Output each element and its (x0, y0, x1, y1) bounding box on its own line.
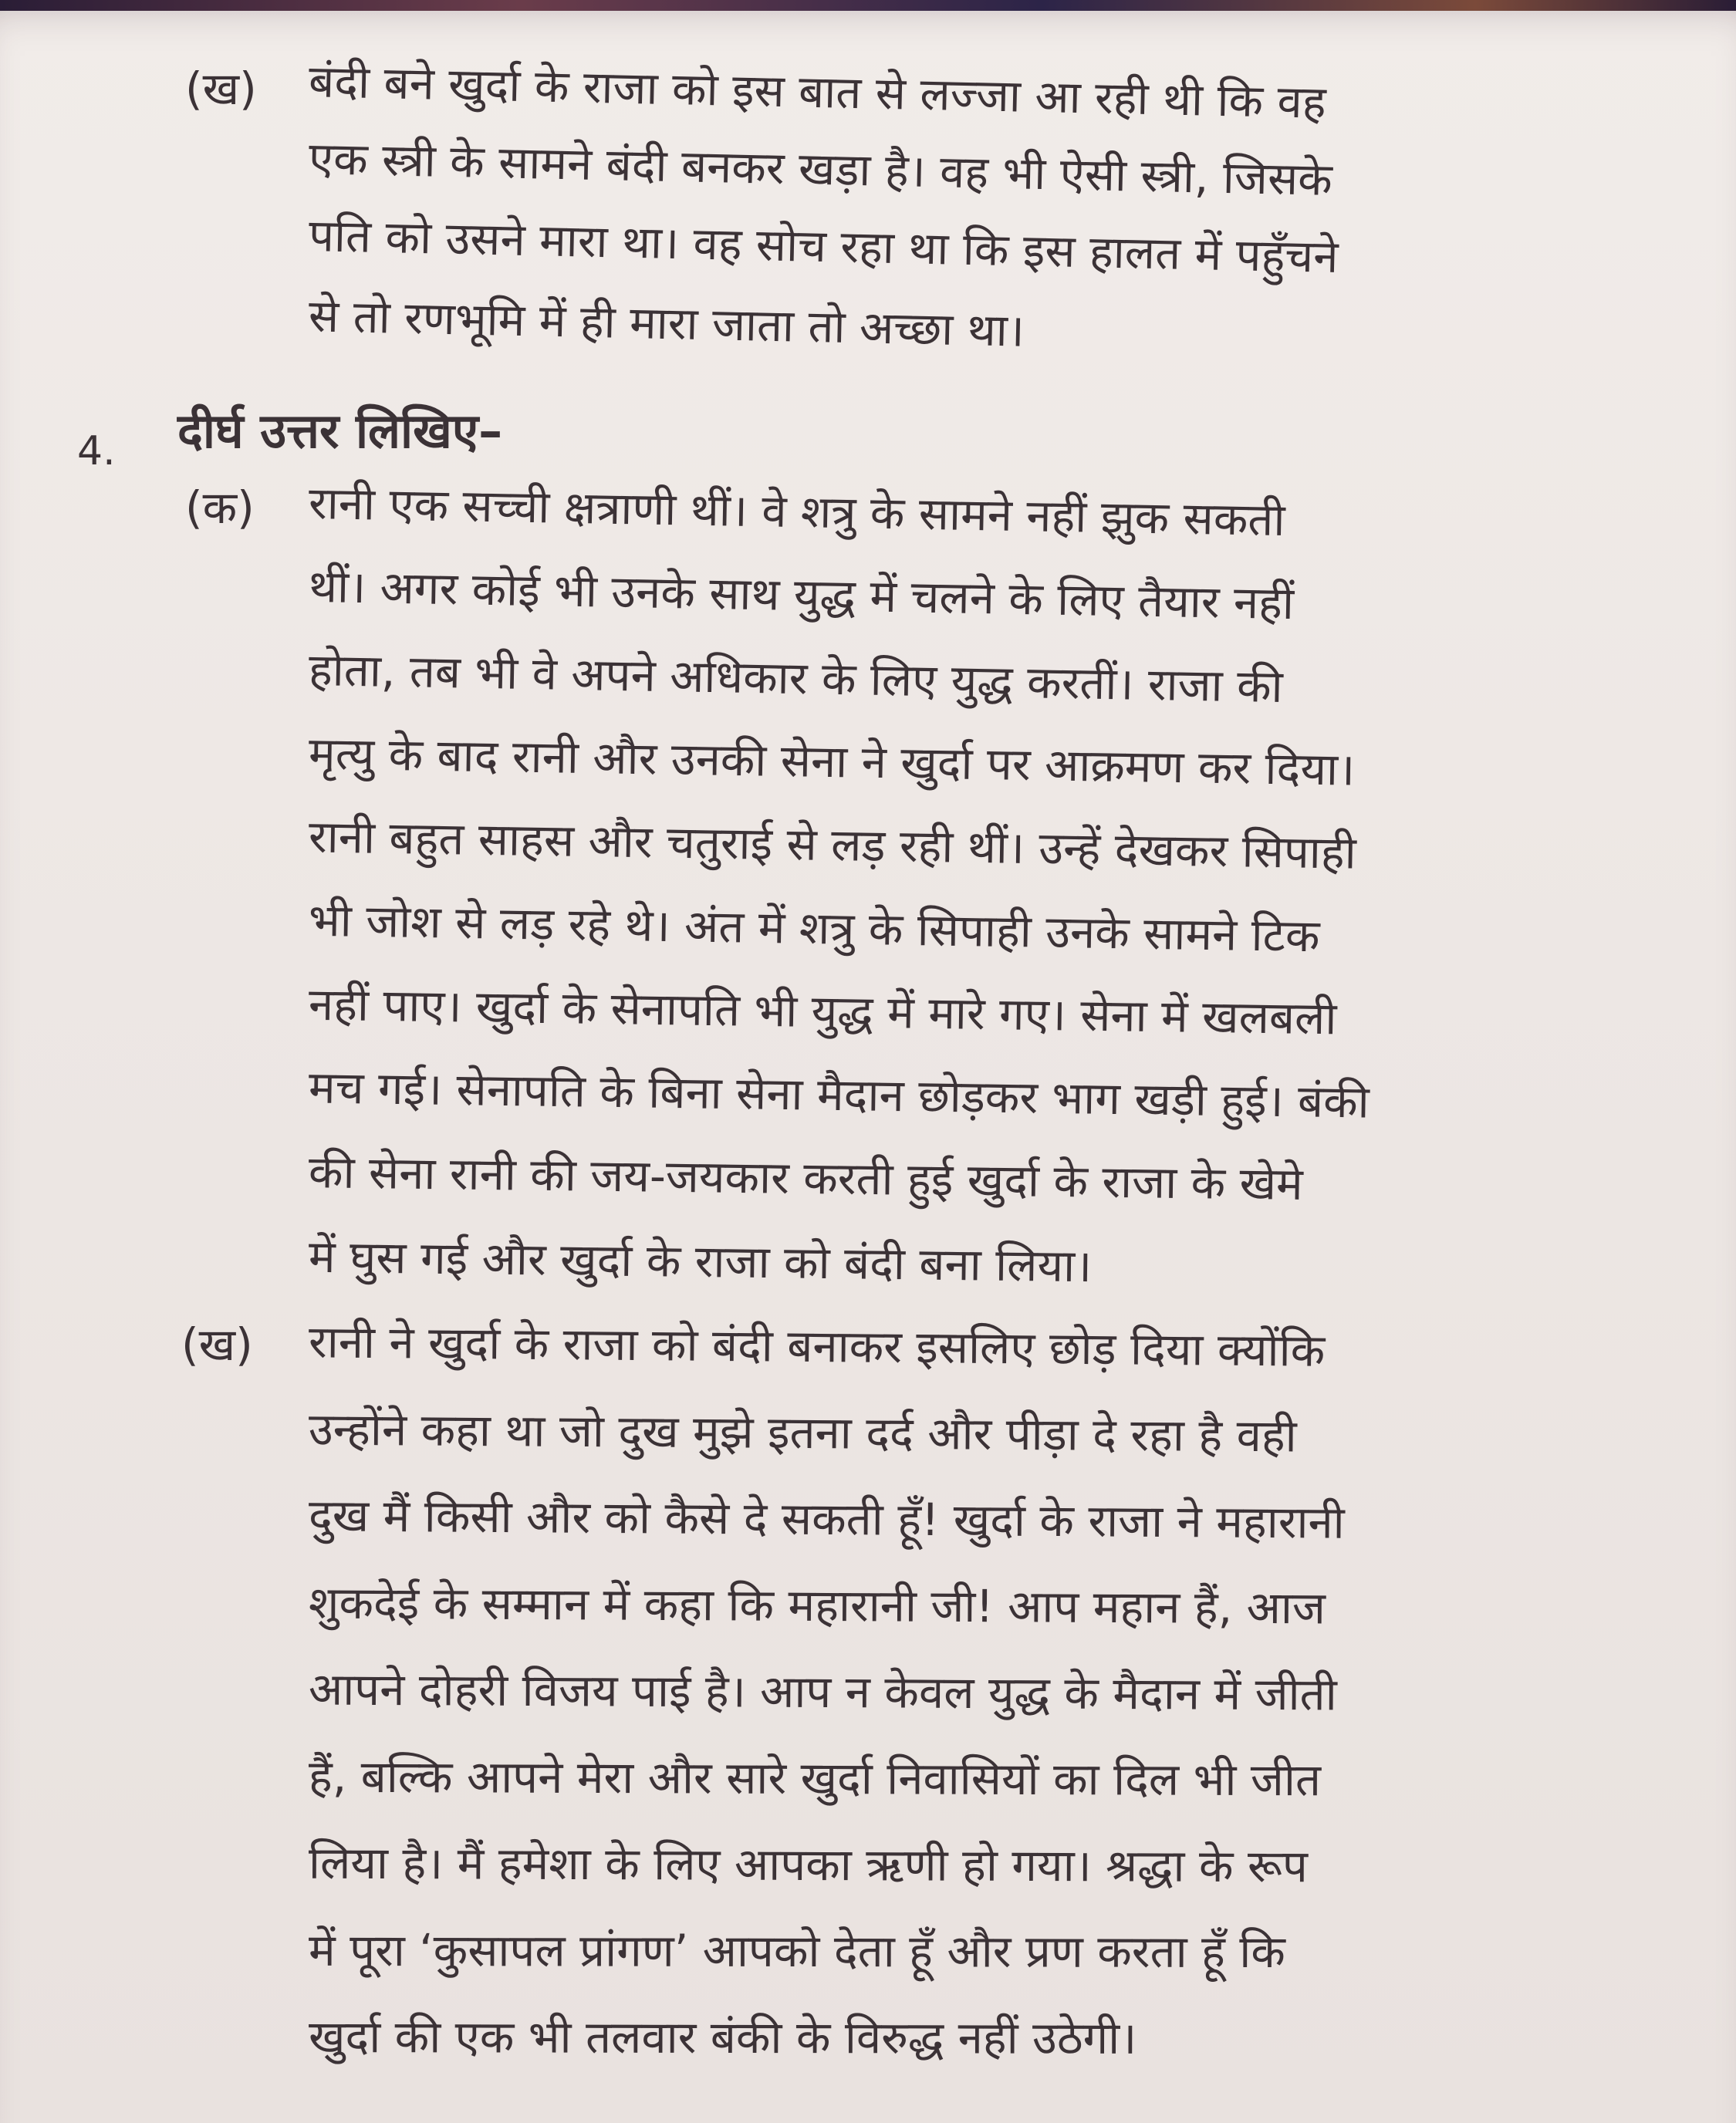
answer-ka-line-6: भी जोश से लड़ रहे थे। अंत में शत्रु के सिपाही उनके सामने टिक (308, 893, 1321, 963)
answer-ka-line-10: में घुस गई और खुर्दा के राजा को बंदी बना लिया। (308, 1230, 1093, 1293)
question-number: 4. (77, 428, 116, 474)
answer-kha-marker: (ख) (181, 1318, 253, 1371)
answer-ka-line-5: रानी बहुत साहस और चतुराई से लड़ रही थीं। उन्हें देखकर सिपाही (308, 810, 1357, 879)
answer-ka-line-9: की सेना रानी की जय-जयकार करती हुई खुर्दा के राजा के खेमे (308, 1146, 1304, 1210)
answer-kha-line-2: उन्होंने कहा था जो दुख मुझे इतना दर्द और पीड़ा दे रहा है वही (308, 1402, 1297, 1463)
answer-ka-line-7: नहीं पाए। खुर्दा के सेनापति भी युद्ध में मारे गए। सेना में खलबली (308, 977, 1337, 1045)
block1-line-2: एक स्त्री के सामने बंदी बनकर खड़ा है। वह भी ऐसी स्त्री, जिसके (308, 132, 1333, 206)
block1-line-1: बंदी बने खुर्दा के राजा को इस बात से लज्जा आ रही थी कि वह (308, 55, 1327, 129)
answer-kha-line-5: आपने दोहरी विजय पाई है। आप न केवल युद्ध के मैदान में जीती (308, 1662, 1337, 1721)
answer-ka-line-4: मृत्यु के बाद रानी और उनकी सेना ने खुर्दा पर आक्रमण कर दिया। (308, 727, 1356, 796)
answer-ka-marker: (क) (185, 481, 255, 534)
answer-kha-line-6: हैं, बल्कि आपने मेरा और सारे खुर्दा निवासियों का दिल भी जीत (308, 1750, 1322, 1807)
answer-kha-line-7: लिया है। मैं हमेशा के लिए आपका ऋणी हो गया। श्रद्धा के रूप (308, 1836, 1309, 1893)
answer-kha-line-4: शुकदेई के सम्मान में कहा कि महारानी जी! आप महान हैं, आज (308, 1576, 1326, 1635)
answer-ka-line-2: थीं। अगर कोई भी उनके साथ युद्ध में चलने के लिए तैयार नहीं (308, 559, 1295, 630)
block1-marker: (ख) (185, 62, 257, 115)
answer-kha-line-1: रानी ने खुर्दा के राजा को बंदी बनाकर इसलिए छोड़ दिया क्योंकि (308, 1315, 1326, 1377)
answer-kha-line-8: में पूरा ‘कुसापल प्रांगण’ आपको देता हूँ और प्रण करता हूँ कि (308, 1923, 1285, 1979)
question-heading: दीर्घ उत्तर लिखिए– (177, 403, 503, 459)
answer-kha-line-9: खुर्दा की एक भी तलवार बंकी के विरुद्ध नहीं उठेगी। (308, 2010, 1137, 2064)
answer-ka-line-3: होता, तब भी वे अपने अधिकार के लिए युद्ध करतीं। राजा की (308, 643, 1284, 714)
block1-line-3: पति को उसने मारा था। वह सोच रहा था कि इस हालत में पहुँचने (308, 209, 1339, 283)
answer-ka-line-8: मच गई। सेनापति के बिना सेना मैदान छोड़कर भाग खड़ी हुई। बंकी (308, 1061, 1370, 1129)
answer-kha-line-3: दुख मैं किसी और को कैसे दे सकती हूँ! खुर्दा के राजा ने महारानी (308, 1489, 1345, 1549)
page-top-edge (0, 0, 1736, 11)
block1-line-4: से तो रणभूमि में ही मारा जाता तो अच्छा था। (308, 289, 1025, 357)
answer-ka-line-1: रानी एक सच्ची क्षत्राणी थीं। वे शत्रु के सामने नहीं झुक सकती (308, 476, 1286, 547)
